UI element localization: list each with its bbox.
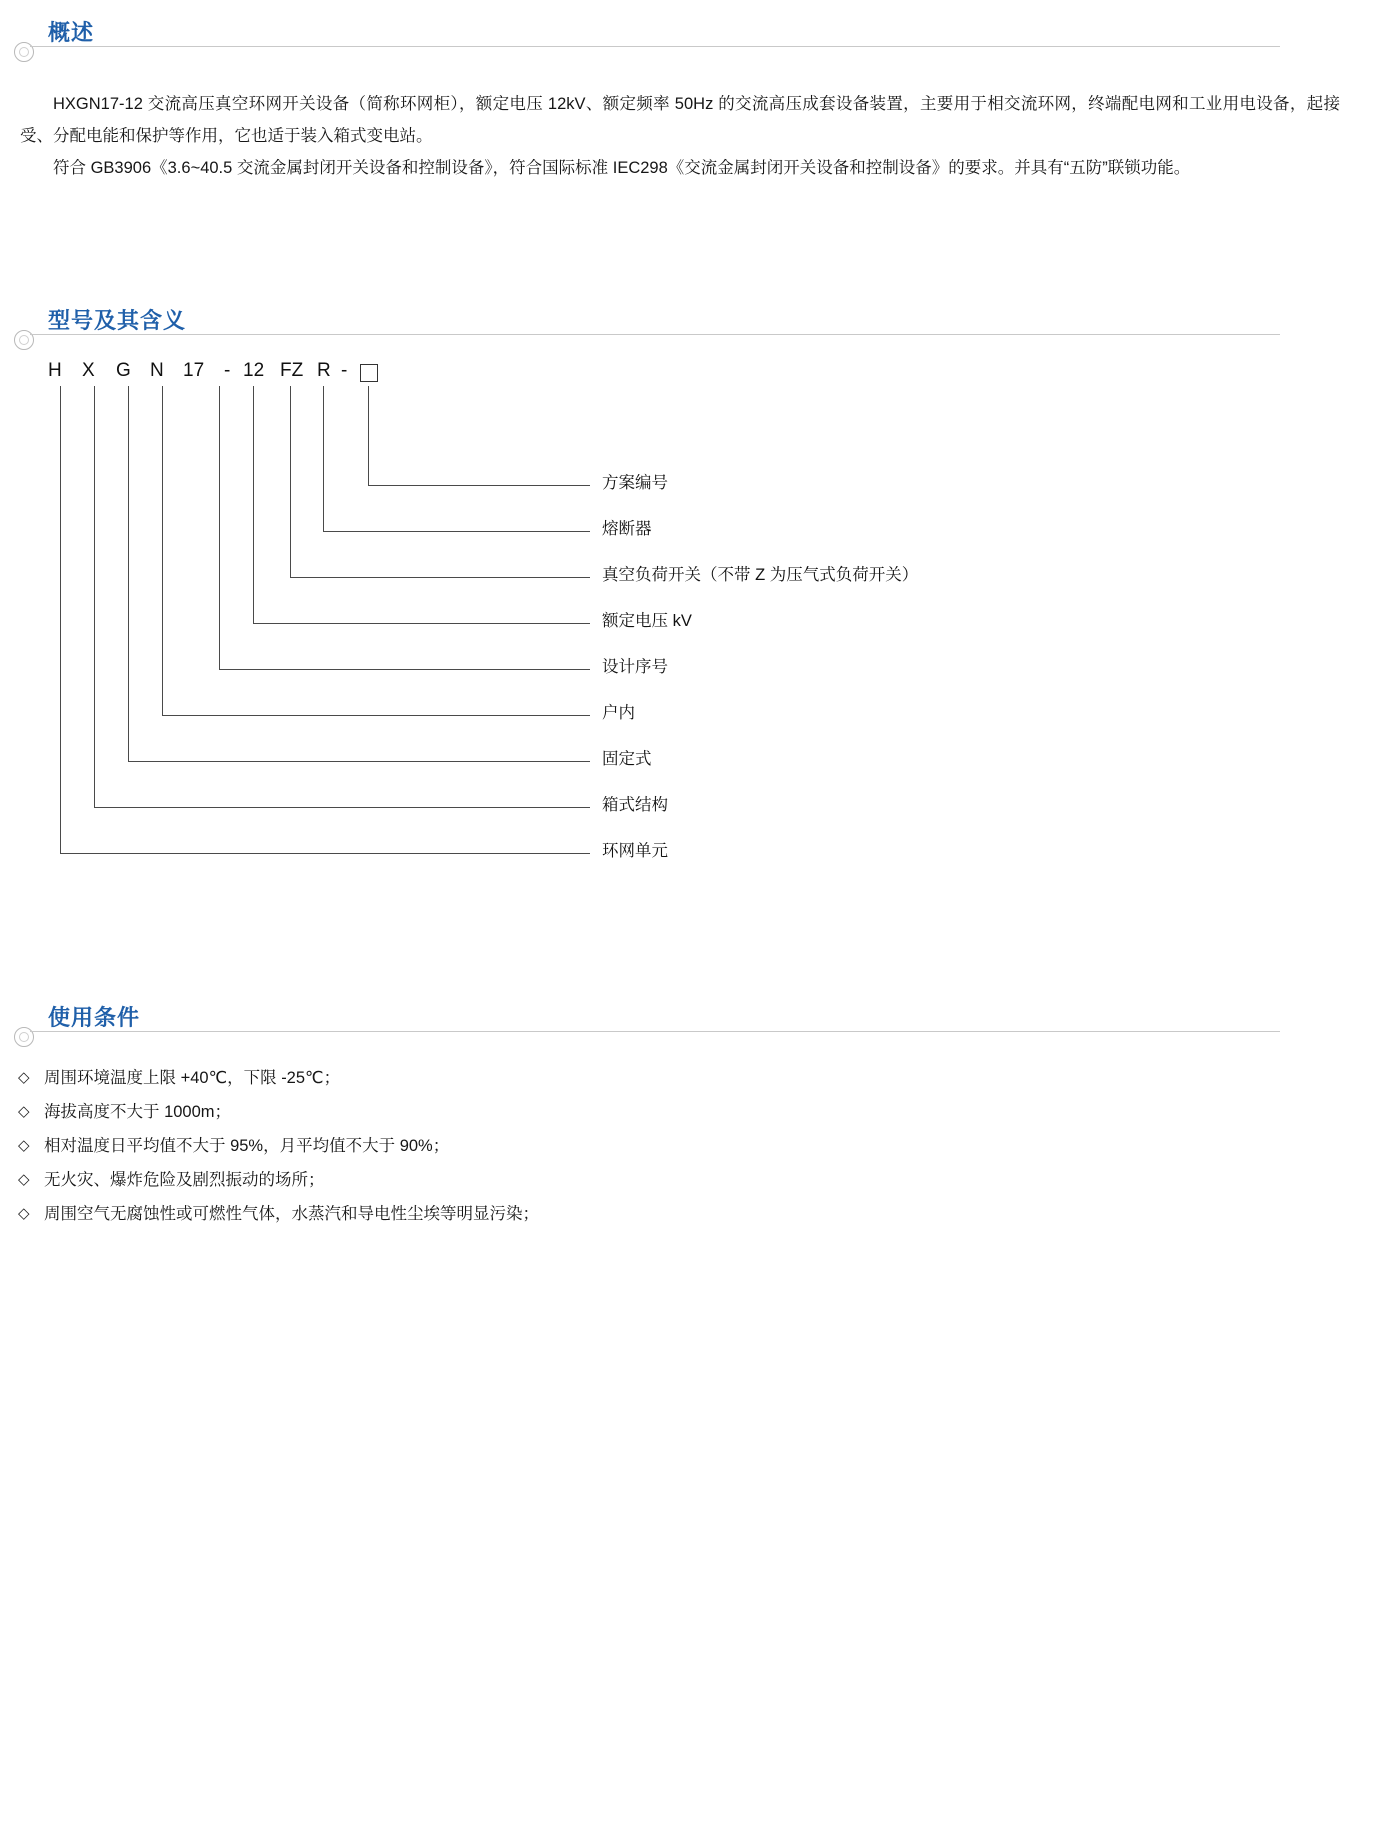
overview-paragraph-2: 符合 GB3906《3.6~40.5 交流金属封闭开关设备和控制设备》，符合国际标准 IEC298《交流金属封闭开关设备和控制设备》的要求。并具有“五防”联锁功能。	[53, 159, 1191, 177]
legend-label-vacuum-switch: 真空负荷开关（不带 Z 为压气式负荷开关）	[602, 566, 919, 584]
section-header-overview	[0, 10, 1373, 56]
condition-text: 海拔高度不大于 1000m；	[44, 1103, 232, 1121]
list-item	[18, 1197, 1338, 1231]
code-char-G: G	[116, 360, 131, 381]
legend-label-fixed-type: 固定式	[602, 750, 652, 768]
section-divider	[30, 46, 1280, 47]
condition-text: 周围空气无腐蚀性或可燃性气体，水蒸汽和导电性尘埃等明显污染；	[44, 1205, 539, 1223]
legend-label-fuse: 熔断器	[602, 520, 652, 538]
legend-label-ring-network-unit: 环网单元	[602, 842, 668, 860]
code-scheme-box-icon	[360, 364, 378, 382]
list-item	[18, 1163, 1338, 1197]
section-title-model: 型号及其含义	[48, 308, 187, 333]
code-char-H: H	[48, 360, 62, 381]
section-marker-icon	[14, 330, 34, 350]
leader-line-ring-network-unit	[60, 386, 590, 854]
conditions-list	[18, 1061, 1338, 1231]
section-title-overview: 概述	[48, 20, 95, 45]
code-char-dash-2: -	[341, 360, 348, 381]
code-char-dash-1: -	[224, 360, 231, 381]
section-header-conditions	[0, 995, 1373, 1041]
condition-text: 周围环境温度上限 +40℃，下限 -25℃；	[44, 1069, 341, 1087]
legend-label-design-serial: 设计序号	[602, 658, 668, 676]
code-char-R: R	[317, 360, 331, 381]
section-model-designation	[0, 298, 1373, 860]
diamond-bullet-icon: ◇	[18, 1171, 30, 1188]
condition-text: 无火灾、爆炸危险及剧烈振动的场所；	[44, 1171, 325, 1189]
list-item	[18, 1061, 1338, 1095]
code-char-X: X	[82, 360, 95, 381]
section-divider	[30, 334, 1280, 335]
legend-label-box-structure: 箱式结构	[602, 796, 668, 814]
legend-label-indoor: 户内	[602, 704, 635, 722]
overview-paragraph-1: HXGN17-12 交流高压真空环网开关设备（简称环网柜），额定电压 12kV、额定频率 50Hz 的交流高压成套设备装置，主要用于相交流环网，终端配电网和工业用电设备，起接受、分配电能和保护等作用，它也适于装入箱式变电站。	[20, 95, 1340, 145]
legend-label-rated-voltage: 额定电压 kV	[602, 612, 692, 630]
diamond-bullet-icon: ◇	[18, 1069, 30, 1086]
code-char-12: 12	[243, 360, 265, 381]
section-marker-icon	[14, 1027, 34, 1047]
list-item	[18, 1129, 1338, 1163]
section-header-model	[0, 298, 1373, 344]
model-code-diagram	[0, 360, 1373, 920]
code-char-FZ: FZ	[280, 360, 304, 381]
section-overview	[0, 10, 1373, 177]
legend-label-scheme: 方案编号	[602, 474, 668, 492]
section-title-conditions: 使用条件	[48, 1005, 141, 1030]
diamond-bullet-icon: ◇	[18, 1205, 30, 1222]
code-char-17: 17	[183, 360, 205, 381]
list-item	[18, 1095, 1338, 1129]
section-divider	[30, 1031, 1280, 1032]
diamond-bullet-icon: ◇	[18, 1137, 30, 1154]
diamond-bullet-icon: ◇	[18, 1103, 30, 1120]
section-conditions	[0, 995, 1373, 1223]
section-marker-icon	[14, 42, 34, 62]
condition-text: 相对温度日平均值不大于 95%，月平均值不大于 90%；	[44, 1137, 450, 1155]
code-char-N: N	[150, 360, 164, 381]
